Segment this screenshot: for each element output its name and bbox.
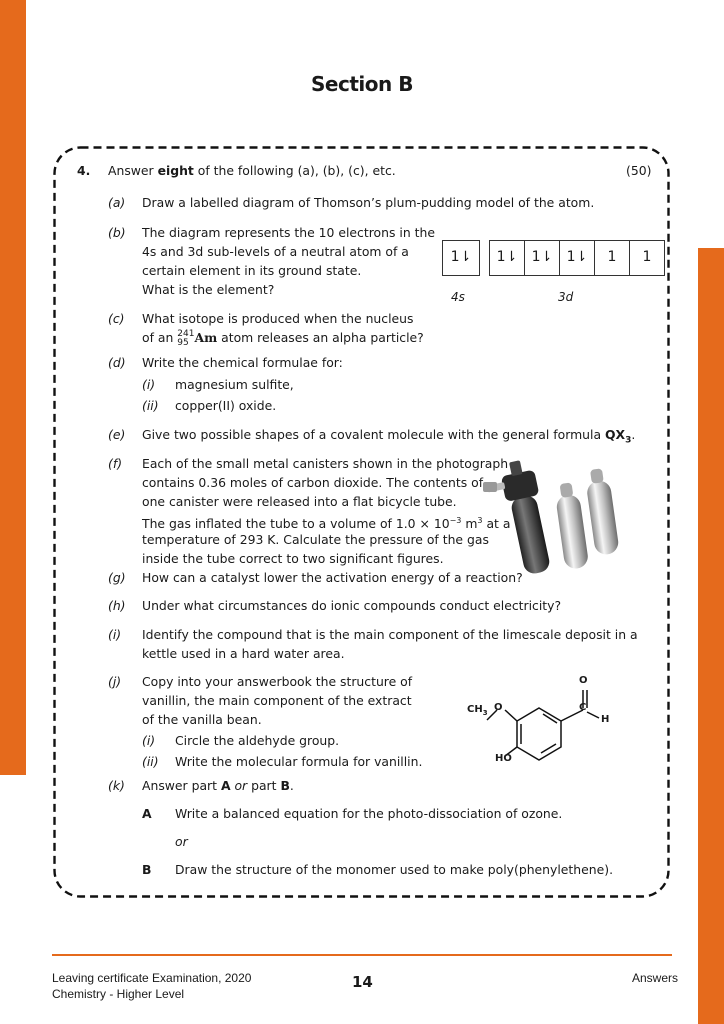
vanillin-c-label: C [579,702,587,713]
part-b-label: (b) [108,225,126,240]
part-j-line2: vanillin, the main component of the extract [142,693,412,708]
label-3d: 3d [558,290,574,304]
question-instruction: Answer eight of the following (a), (b), (c), etc. [108,163,396,178]
orbital-3d-box: 1⇂ [524,240,560,276]
part-i-line1: Identify the compound that is the main component of the limescale deposit in a [142,627,638,642]
part-k-a-text: Write a balanced equation for the photo-dissociation of ozone. [175,806,563,821]
label-4s: 4s [451,290,465,304]
part-a-text: Draw a labelled diagram of Thomson’s plum-pudding model of the atom. [142,195,595,210]
part-d-i-label: (i) [142,377,156,392]
canister-photo [477,452,639,576]
orbital-3d-box: 1⇂ [559,240,595,276]
part-c-line2: of an 241 95 Am atom releases an alpha particle? [142,329,424,348]
vanillin-ho-label: HO [495,753,512,764]
part-j-i-label: (i) [142,733,156,748]
orbital-3d-box: 1⇂ [489,240,525,276]
footer-answers: Answers [632,971,679,985]
section-title: Section B [311,72,413,96]
part-j-ii-label: (ii) [142,754,159,769]
part-b-line4: What is the element? [142,282,275,297]
part-f-line6: inside the tube correct to two significant figures. [142,551,444,566]
part-d-ii-text: copper(II) oxide. [175,398,277,413]
part-k-a-label: A [142,806,152,821]
part-k-or: or [175,834,188,849]
part-f-line5: temperature of 293 K. Calculate the pressure of the gas [142,532,489,547]
vanillin-structure [437,674,617,770]
part-j-label: (j) [108,674,122,689]
part-e-label: (e) [108,427,126,442]
part-b-line2: 4s and 3d sub-levels of a neutral atom of a [142,244,409,259]
part-j-line1: Copy into your answerbook the structure of [142,674,413,689]
orbital-3d-box: 1 [629,240,665,276]
question-number: 4. [77,163,91,178]
part-k-label: (k) [108,778,125,793]
footer-divider [52,954,672,956]
part-b-line3: certain element in its ground state. [142,263,362,278]
part-c-line1: What isotope is produced when the nucleus [142,311,414,326]
footer-subject: Chemistry - Higher Level [52,987,185,1001]
part-c-label: (c) [108,311,125,326]
part-d-text: Write the chemical formulae for: [142,355,343,370]
vanillin-h-label: H [601,714,610,725]
part-f-line3: one canister were released into a flat bicycle tube. [142,494,457,509]
part-f-label: (f) [108,456,123,471]
part-f-line4: The gas inflated the tube to a volume of $1.0 \times 10^{-3}$ $m^3$ at a [142,516,511,532]
part-i-line2: kettle used in a hard water area. [142,646,345,661]
vanillin-methoxy-label: $CH_3$ [467,704,488,717]
question-marks: (50) [626,163,652,178]
question-box [53,146,670,898]
part-h-text: Under what circumstances do ionic compounds conduct electricity? [142,598,562,613]
vanillin-ether-o-label: O [494,702,503,713]
part-j-line3: of the vanilla bean. [142,712,262,727]
orbital-3d-box: 1 [594,240,630,276]
part-d-i-text: magnesium sulfite, [175,377,294,392]
orbital-4s-box: 1⇂ [442,240,480,276]
part-k-b-label: B [142,862,152,877]
part-a-label: (a) [108,195,126,210]
part-g-text: How can a catalyst lower the activation energy of a reaction? [142,570,523,585]
part-j-i-text: Circle the aldehyde group. [175,733,340,748]
part-k-b-text: Draw the structure of the monomer used to make poly(phenylethene). [175,862,614,877]
part-h-label: (h) [108,598,126,613]
part-f-line1: Each of the small metal canisters shown in the photograph [142,456,509,471]
part-d-ii-label: (ii) [142,398,159,413]
part-i-label: (i) [108,627,122,642]
part-e-text: Give two possible shapes of a covalent molecule with the general formula $QX_3$. [142,427,636,446]
left-accent-bar [0,0,26,775]
part-d-label: (d) [108,355,126,370]
vanillin-o-label: O [579,675,588,686]
part-j-ii-text: Write the molecular formula for vanillin. [175,754,423,769]
page-number: 14 [352,973,373,991]
footer-exam-title: Leaving certificate Examination, 2020 [52,971,252,985]
part-b-line1: The diagram represents the 10 electrons in the [142,225,435,240]
right-accent-bar [698,248,724,1024]
part-g-label: (g) [108,570,126,585]
part-f-line2: contains 0.36 moles of carbon dioxide. The contents of [142,475,484,490]
part-k-text: Answer part A or part B. [142,778,294,793]
